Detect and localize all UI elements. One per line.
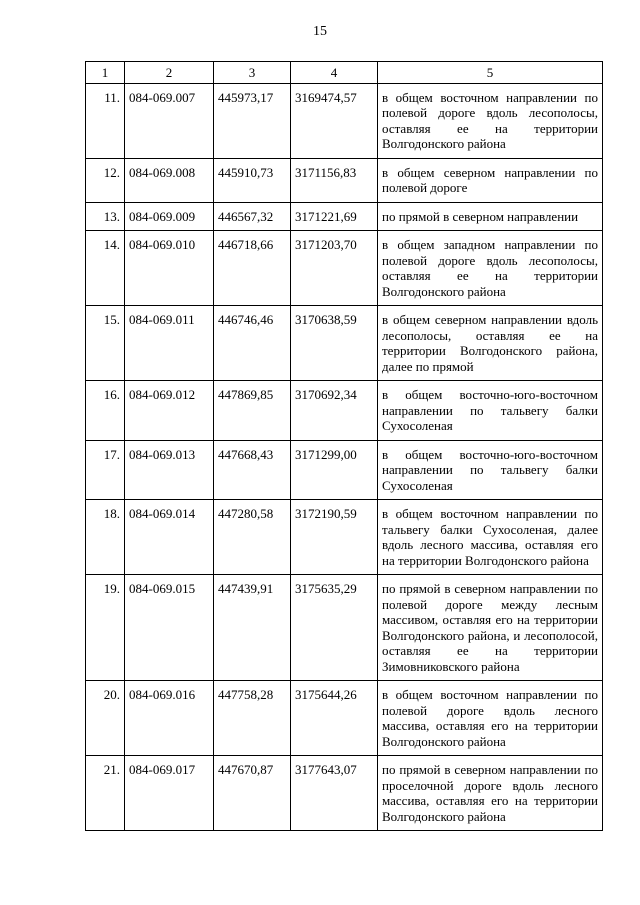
- table-row: [86, 231, 603, 306]
- coordinate-x: 447668,43: [214, 440, 291, 500]
- coordinate-y: 3177643,07: [291, 756, 378, 831]
- header-col-5: 5: [378, 62, 603, 84]
- coordinate-x: 447869,85: [214, 381, 291, 441]
- row-number: 13.: [86, 202, 125, 231]
- row-number: 19.: [86, 575, 125, 681]
- row-number: 16.: [86, 381, 125, 441]
- boundary-description: в общем восточном направлении по полевой дороге вдоль лесополосы, оставляя ее на территории Волгодонского района: [378, 83, 603, 158]
- coordinate-y: 3175635,29: [291, 575, 378, 681]
- coordinate-y: 3171156,83: [291, 158, 378, 202]
- header-col-3: 3: [214, 62, 291, 84]
- boundary-description: в общем западном направлении по полевой дороге вдоль лесополосы, оставляя ее на территории Волгодонского района: [378, 231, 603, 306]
- point-code: 084-069.014: [125, 500, 214, 575]
- page-number: 15: [313, 24, 327, 39]
- table-row: [86, 306, 603, 381]
- header-col-4: 4: [291, 62, 378, 84]
- row-number: 14.: [86, 231, 125, 306]
- point-code: 084-069.009: [125, 202, 214, 231]
- table-row: [86, 440, 603, 500]
- point-code: 084-069.012: [125, 381, 214, 441]
- header-col-1: 1: [86, 62, 125, 84]
- boundary-description: в общем восточном направлении по тальвегу балки Сухосоленая, далее вдоль лесного массива, оставляя его на территории Волгодонского района: [378, 500, 603, 575]
- coordinate-x: 446567,32: [214, 202, 291, 231]
- point-code: 084-069.016: [125, 681, 214, 756]
- row-number: 15.: [86, 306, 125, 381]
- coordinate-y: 3170638,59: [291, 306, 378, 381]
- table-header-row: [86, 62, 603, 84]
- coordinate-y: 3169474,57: [291, 83, 378, 158]
- header-col-2: 2: [125, 62, 214, 84]
- boundary-description: по прямой в северном направлении по проселочной дороге вдоль лесного массива, оставляя его на территории Волгодонского района: [378, 756, 603, 831]
- table-row: [86, 381, 603, 441]
- coordinate-x: 447670,87: [214, 756, 291, 831]
- table-row: [86, 202, 603, 231]
- point-code: 084-069.017: [125, 756, 214, 831]
- point-code: 084-069.015: [125, 575, 214, 681]
- table-row: [86, 575, 603, 681]
- point-code: 084-069.013: [125, 440, 214, 500]
- boundary-description: в общем восточно-юго-восточном направлении по тальвегу балки Сухосоленая: [378, 381, 603, 441]
- table-row: [86, 681, 603, 756]
- row-number: 20.: [86, 681, 125, 756]
- coordinate-y: 3171221,69: [291, 202, 378, 231]
- coordinate-x: 446746,46: [214, 306, 291, 381]
- coordinate-y: 3171299,00: [291, 440, 378, 500]
- boundary-description: по прямой в северном направлении: [378, 202, 603, 231]
- coordinate-y: 3170692,34: [291, 381, 378, 441]
- coordinate-x: 445910,73: [214, 158, 291, 202]
- table-row: [86, 158, 603, 202]
- point-code: 084-069.008: [125, 158, 214, 202]
- boundary-description: в общем северном направлении вдоль лесополосы, оставляя ее на территории Волгодонского района, далее по прямой: [378, 306, 603, 381]
- row-number: 18.: [86, 500, 125, 575]
- boundary-description: в общем северном направлении по полевой дороге: [378, 158, 603, 202]
- row-number: 17.: [86, 440, 125, 500]
- coordinate-y: 3172190,59: [291, 500, 378, 575]
- row-number: 12.: [86, 158, 125, 202]
- boundary-description: по прямой в северном направлении по полевой дороге между лесным массивом, оставляя его на территории Волгодонского района, и лесополосой, оставляя ее на территории Зимовниковского района: [378, 575, 603, 681]
- row-number: 21.: [86, 756, 125, 831]
- coordinate-x: 447758,28: [214, 681, 291, 756]
- point-code: 084-069.007: [125, 83, 214, 158]
- coordinate-y: 3175644,26: [291, 681, 378, 756]
- point-code: 084-069.011: [125, 306, 214, 381]
- boundary-description: в общем восточном направлении по полевой дороге вдоль лесного массива, оставляя его на территории Волгодонского района: [378, 681, 603, 756]
- coordinate-y: 3171203,70: [291, 231, 378, 306]
- row-number: 11.: [86, 83, 125, 158]
- table-row: [86, 83, 603, 158]
- coordinates-table: [85, 61, 603, 831]
- coordinate-x: 447280,58: [214, 500, 291, 575]
- boundary-description: в общем восточно-юго-восточном направлении по тальвегу балки Сухосоленая: [378, 440, 603, 500]
- point-code: 084-069.010: [125, 231, 214, 306]
- coordinate-x: 445973,17: [214, 83, 291, 158]
- coordinate-x: 447439,91: [214, 575, 291, 681]
- coordinate-x: 446718,66: [214, 231, 291, 306]
- table-row: [86, 500, 603, 575]
- table-row: [86, 756, 603, 831]
